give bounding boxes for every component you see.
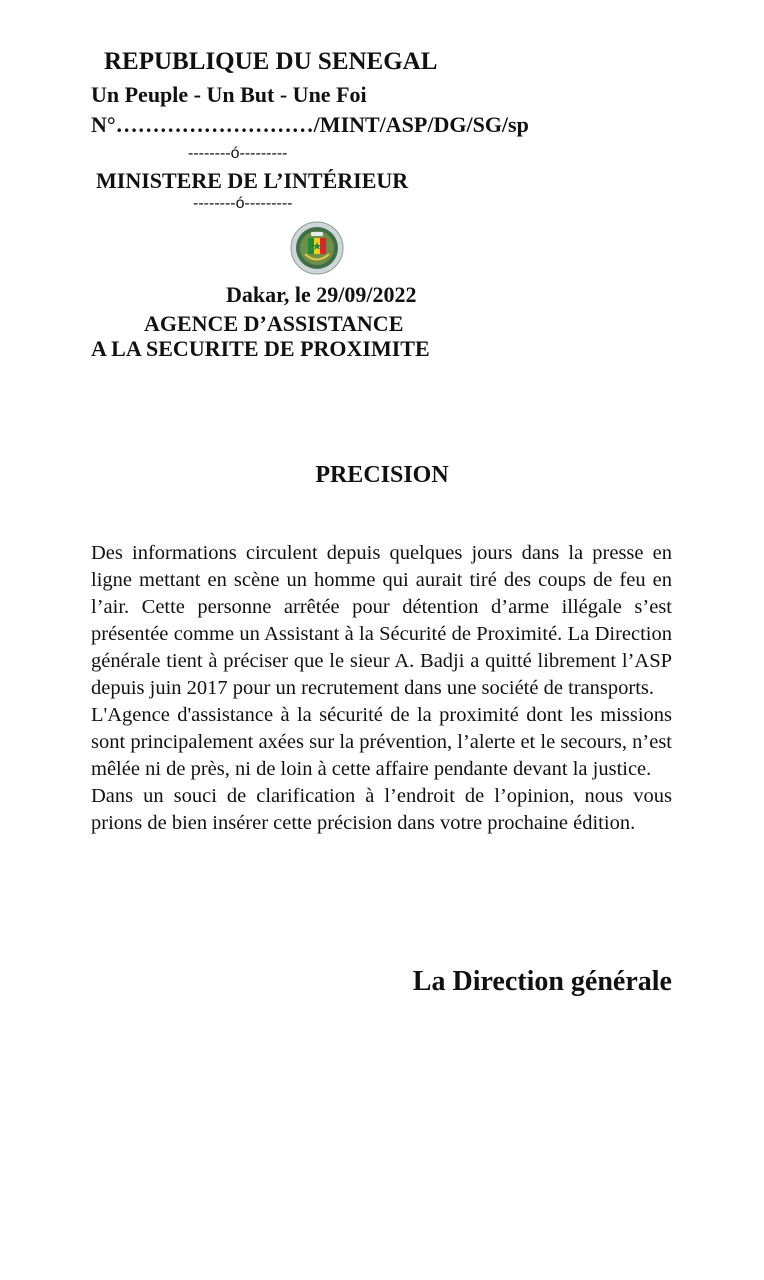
national-motto: Un Peuple - Un But - Une Foi (91, 82, 367, 107)
separator-2: --------ó--------- (193, 195, 293, 212)
paragraph-3: Dans un souci de clarification à l’endroit de l’opinion, nous vous prions de bien insérer cette précision dans votre prochaine édition. (91, 785, 672, 834)
agency-name-line-2: A LA SECURITE DE PROXIMITE (91, 336, 430, 361)
document-date: Dakar, le 29/09/2022 (226, 282, 417, 307)
agency-name-line-1: AGENCE D’ASSISTANCE (144, 311, 404, 336)
signature: La Direction générale (412, 966, 672, 997)
paragraph-1: Des informations circulent depuis quelques jours dans la presse en ligne mettant en scène un homme qui aurait tiré des coups de feu en l’air. Cette personne arrêtée pour détention d’arme illégale s’est présentée comme un Assistant à la Sécurité de Proximité. La Direction générale tient à préciser que le sieur A. Badji a quitté librement l’ASP depuis juin 2017 pour un recrutement dans une société de transports. (91, 542, 672, 699)
separator-1: --------ó--------- (188, 145, 288, 162)
ministry-heading: MINISTERE DE L’INTÉRIEUR (96, 168, 409, 193)
reference-number: N°………………………/MINT/ASP/DG/SG/sp (91, 112, 529, 137)
document-title: PRECISION (315, 462, 449, 488)
republic-heading: REPUBLIQUE DU SENEGAL (104, 48, 438, 75)
paragraph-2: L'Agence d'assistance à la sécurité de la proximité dont les missions sont principalement axées sur la prévention, l’alerte et le secours, n’est mêlée ni de près, ni de loin à cette affaire pendante devant la justice. (91, 704, 672, 780)
body-text (91, 540, 672, 837)
asp-emblem-icon (290, 221, 344, 275)
